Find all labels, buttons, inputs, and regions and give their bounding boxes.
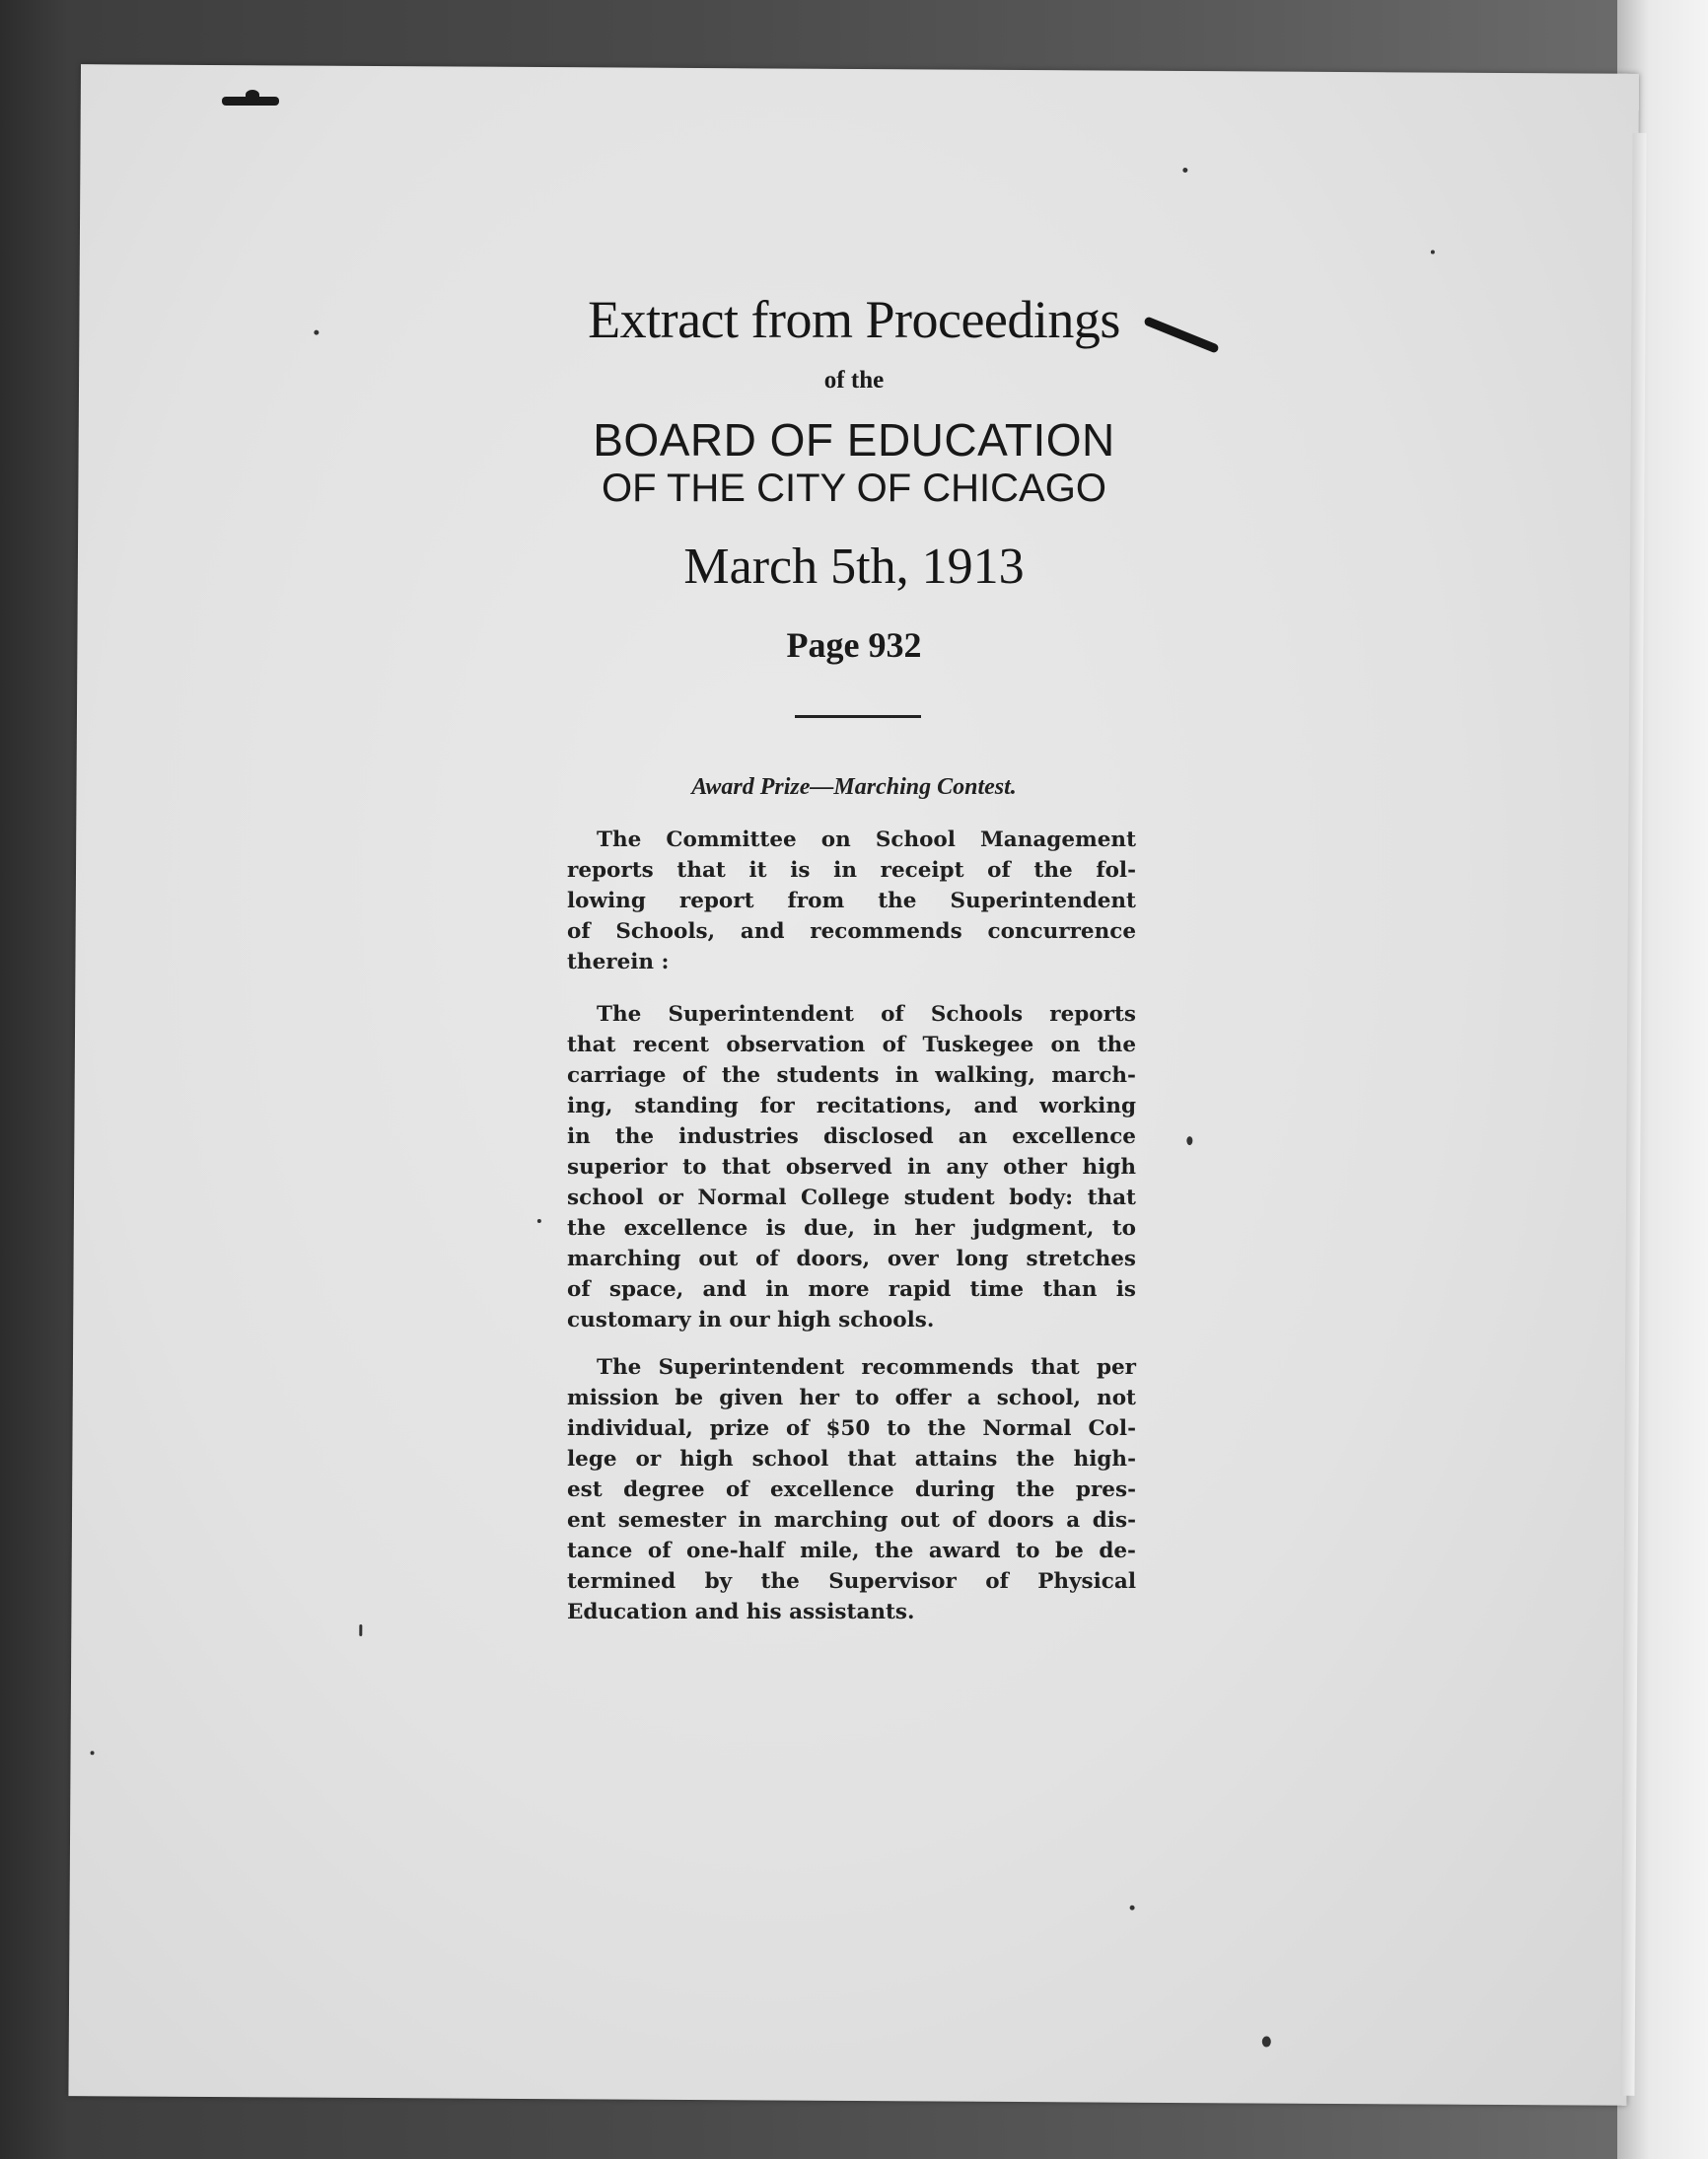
text-line: mission be given her to offer a school, not: [567, 1386, 1136, 1410]
paragraph-superintendent-report: [567, 999, 1136, 1335]
text-line: the excellence is due, in her judgment, to: [567, 1216, 1136, 1241]
text-line: est degree of excellence during the pres-: [567, 1477, 1136, 1502]
dust-speck: [1130, 1906, 1135, 1910]
text-line: in the industries disclosed an excellence: [567, 1124, 1136, 1149]
ink-mark-top-left: [222, 97, 279, 106]
scratch-mark: [359, 1624, 362, 1636]
paragraph-committee-report: [567, 825, 1136, 977]
organization-city: OF THE CITY OF CHICAGO: [602, 467, 1106, 510]
organization-name: BOARD OF EDUCATION: [593, 414, 1115, 466]
text-line: lege or high school that attains the high-: [567, 1447, 1136, 1472]
section-title: Award Prize—Marching Contest.: [691, 774, 1017, 800]
text-line: marching out of doors, over long stretches: [567, 1247, 1136, 1271]
text-line: The Superintendent recommends that per: [597, 1355, 1136, 1380]
ink-dot: [1262, 2037, 1271, 2048]
text-line: ing, standing for recitations, and working: [567, 1094, 1136, 1118]
text-line: school or Normal College student body: that: [567, 1186, 1136, 1210]
text-line: individual, prize of $50 to the Normal Col-: [567, 1416, 1136, 1441]
dust-speck: [1182, 168, 1187, 173]
divider-rule: [795, 715, 921, 718]
text-line: carriage of the students in walking, march-: [567, 1063, 1136, 1088]
title-connector: of the: [823, 367, 885, 394]
document-title: Extract from Proceedings: [588, 290, 1120, 349]
page-number: Page 932: [786, 625, 922, 665]
dust-speck: [537, 1219, 541, 1223]
text-line: therein :: [567, 950, 670, 974]
text-line: of Schools, and recommends concurrence: [567, 919, 1136, 944]
text-line: The Superintendent of Schools reports: [597, 1002, 1136, 1027]
text-line: customary in our high schools.: [567, 1308, 935, 1332]
ink-mark: [1186, 1136, 1192, 1145]
text-line: lowing report from the Superintendent: [567, 889, 1136, 913]
text-line: reports that it is in receipt of the fol-: [567, 858, 1136, 883]
dust-speck: [1431, 251, 1435, 254]
text-line: Education and his assistants.: [567, 1600, 915, 1624]
text-line: tance of one-half mile, the award to be de-: [567, 1539, 1136, 1563]
text-line: of space, and in more rapid time than is: [567, 1277, 1136, 1302]
text-line: The Committee on School Management: [597, 828, 1136, 852]
proceedings-date: March 5th, 1913: [683, 539, 1025, 595]
dust-speck: [91, 1751, 95, 1755]
text-line: termined by the Supervisor of Physical: [567, 1569, 1136, 1594]
paragraph-superintendent-recommendation: [567, 1352, 1136, 1627]
text-line: ent semester in marching out of doors a dis-: [567, 1508, 1136, 1533]
text-line: that recent observation of Tuskegee on the: [567, 1033, 1136, 1057]
text-line: superior to that observed in any other high: [567, 1155, 1136, 1180]
